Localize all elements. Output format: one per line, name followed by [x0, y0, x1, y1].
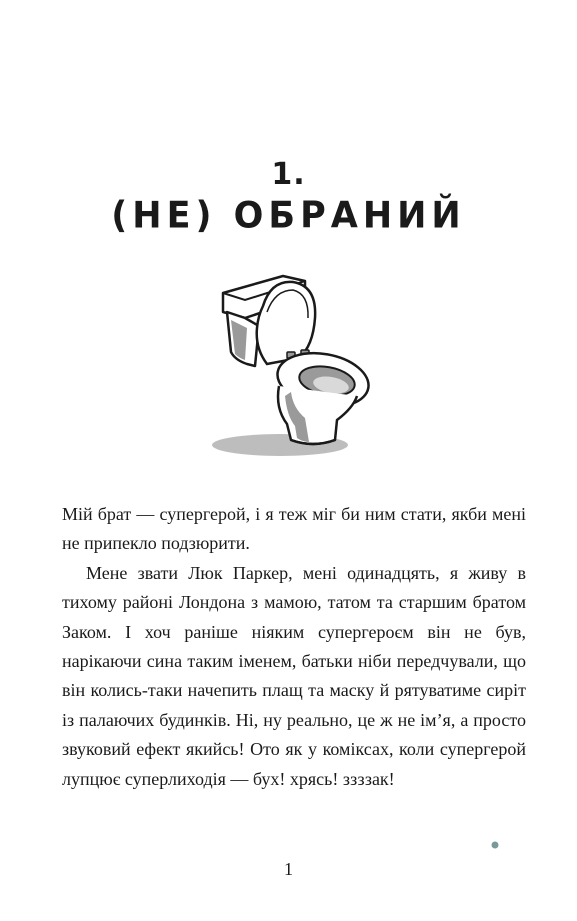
page-number: 1 [284, 859, 293, 879]
paragraph: Мій брат — супергерой, і я теж міг би ним стати, якби мені не припекло подзюрити. [62, 504, 526, 554]
ornament-icon [490, 840, 500, 850]
body-text [62, 500, 526, 794]
paragraph: Мене звати Люк Паркер, мені одинадцять, я живу в тихому районі Лондона з мамою, татом та старшим братом Заком. І хоч раніше ніяким супергероєм він не був, нарікаючи сина таким іменем, батьки ніби передчували, що він колись-таки начепить плащ та маску й рятуватиме сиріт із палаючих будинків. Ні, ну реально, це ж не ім’я, а просто звуковий ефект якийсь! Ото як у коміксах, коли супергерой лупцює суперлиходія — бух! хрясь! ззззак! [62, 562, 526, 789]
chapter-number: 1. [271, 157, 306, 192]
toilet-icon [205, 268, 380, 463]
chapter-title: (НЕ) ОБРАНИЙ [111, 195, 466, 237]
